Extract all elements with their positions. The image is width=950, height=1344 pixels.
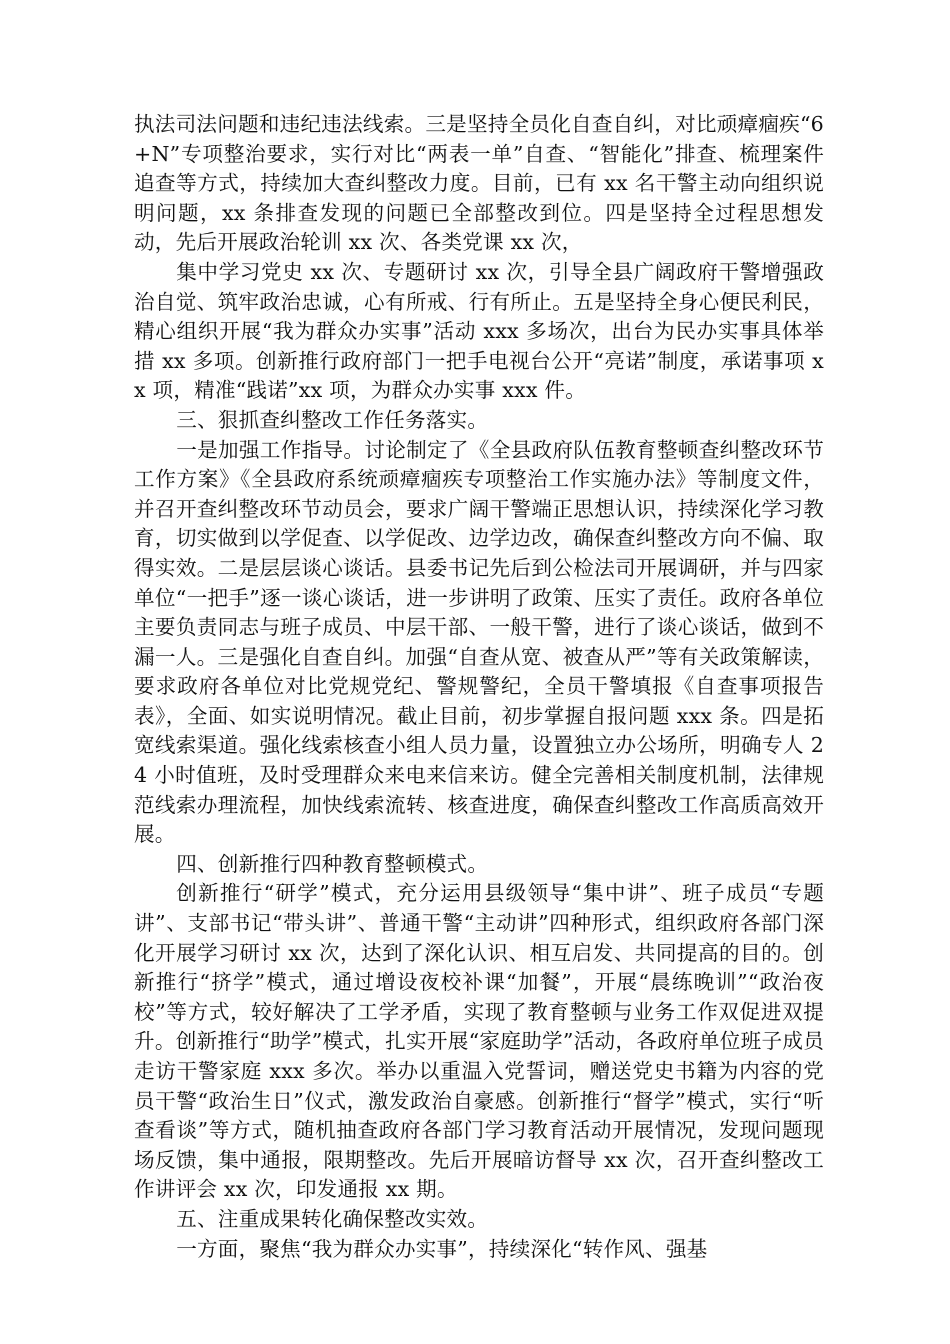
section-heading-3: 三、狠抓查纠整改工作任务落实。 <box>176 407 489 432</box>
document-body <box>134 110 824 1264</box>
paragraph-3: 一是加强工作指导。讨论制定了《全县政府队伍教育整顿查纠整改环节工作方案》《全县政府系统顽瘴痼疾专项整治工作实施办法》等制度文件，并召开查纠整改环节动员会，要求广阔干警端正思想认识，持续深化学习教育，切实做到以学促查、以学促改、边学边改，确保查纠整改方向不偏、取得实效。二是层层谈心谈话。县委书记先后到公检法司开展调研，并与四家单位“一把手”逐一谈心谈话，进一步讲明了政策、压实了责任。政府各单位主要负责同志与班子成员、中层干部、一般干警，进行了谈心谈话，做到不漏一人。三是强化自查自纠。加强“自查从宽、被查从严”等有关政策解读，要求政府各单位对比党规党纪、警规警纪，全员干警填报《自查事项报告表》，全面、如实说明情况。截止目前，初步掌握自报问题 xxx 条。四是拓宽线索渠道。强化线索核查小组人员力量，设置独立办公场所，明确专人 24 小时值班，及时受理群众来电来信来访。健全完善相关制度机制，法律规范线索办理流程，加快线索流转、核查进度，确保查纠整改工作高质高效开展。 <box>134 437 824 847</box>
paragraph-2: 集中学习党史 xx 次、专题研讨 xx 次，引导全县广阔政府干警增强政治自觉、筑牢政治忠诚，心有所戒、行有所止。五是坚持全身心便民利民，精心组织开展“我为群众办实事”活动 xxx 多场次，出台为民办实事具体举措 xx 多项。创新推行政府部门一把手电视台公开“亮诺”制度，承诺事项 xx 项，精准“践诺”xx 项，为群众办实事 xxx 件。 <box>134 259 824 403</box>
paragraph-5: 一方面，聚焦“我为群众办实事”，持续深化“转作风、强基 <box>176 1236 708 1261</box>
paragraph-4: 创新推行“研学”模式，充分运用县级领导“集中讲”、班子成员“专题讲”、支部书记“带头讲”、普通干警“主动讲”四种形式，组织政府各部门深化开展学习研讨 xx 次，达到了深化认识、相互启发、共同提高的目的。创新推行“挤学”模式，通过增设夜校补课“加餐”，开展“晨练晚训”“政治夜校”等方式，较好解决了工学矛盾，实现了教育整顿与业务工作双促进双提升。创新推行“助学”模式，扎实开展“家庭助学”活动，各政府单位班子成员走访干警家庭 xxx 多次。举办以重温入党誓词，赠送党史书籍为内容的党员干警“政治生日”仪式，激发政治自豪感。创新推行“督学”模式，实行“听查看谈”等方式，随机抽查政府各部门学习教育活动开展情况，发现问题现场反馈，集中通报，限期整改。先后开展暗访督导 xx 次，召开查纠整改工作讲评会 xx 次，印发通报 xx 期。 <box>134 881 824 1202</box>
section-heading-5: 五、注重成果转化确保整改实效。 <box>176 1206 489 1231</box>
section-heading-4: 四、创新推行四种教育整顿模式。 <box>176 851 489 876</box>
paragraph-1: 执法司法问题和违纪违法线索。三是坚持全员化自查自纠，对比顽瘴痼疾“6+N”专项整治要求，实行对比“两表一单”自查、“智能化”排查、梳理案件追查等方式，持续加大查纠整改力度。目前，已有 xx 名干警主动向组织说明问题，xx 条排查发现的问题已全部整改到位。四是坚持全过程思想发动，先后开展政治轮训 xx 次、各类党课 xx 次， <box>134 112 824 255</box>
